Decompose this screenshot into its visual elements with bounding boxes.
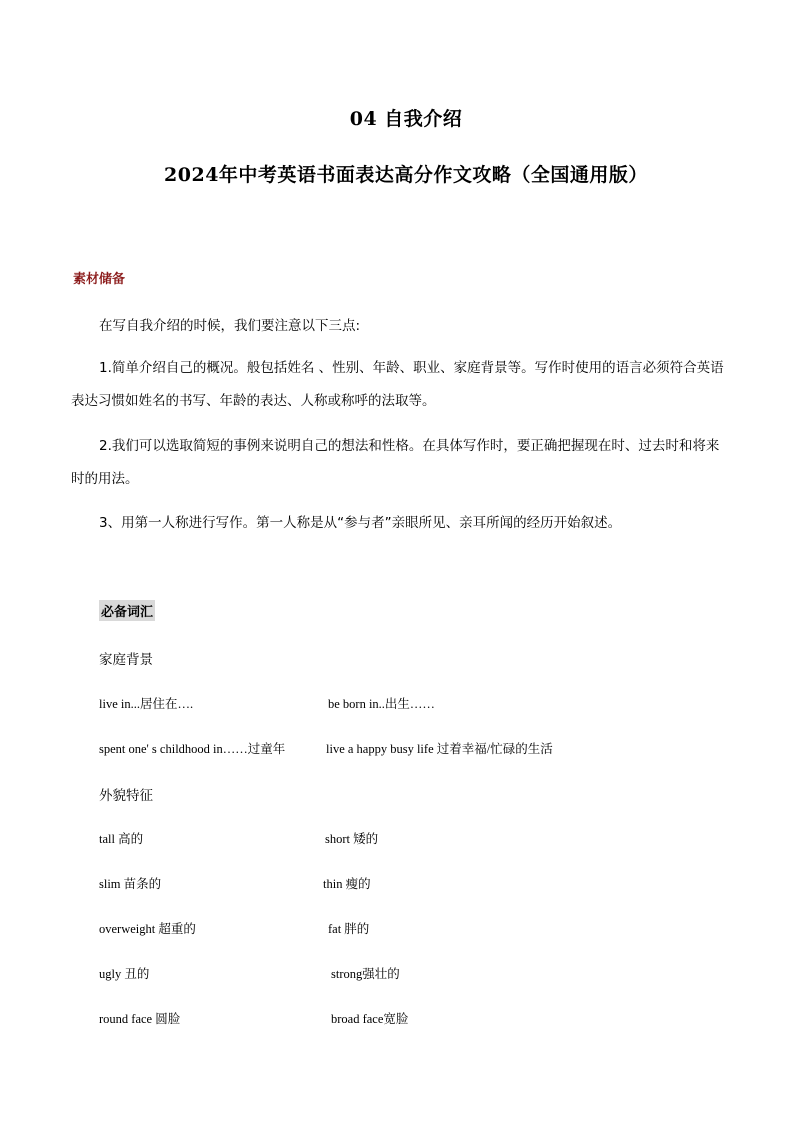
vocab-term: tall 高的 (99, 832, 144, 846)
intro-point-1: 1.简单介绍自己的概况。般包括姓名 、性别、年龄、职业、家庭背景等。写作时使用的语言必须符合英语表达习惯如姓名的书写、年龄的表达、人称或称呼的法取等。 (71, 360, 724, 409)
appearance-heading: 外貌特征 (99, 788, 153, 804)
vocab-term: thin 瘦的 (323, 877, 371, 891)
vocab-term: be born in..出生…… (328, 697, 435, 711)
family-heading: 家庭背景 (99, 652, 153, 668)
vocab-term: broad face宽脸 (331, 1012, 409, 1026)
vocab-row (0, 739, 794, 761)
title-line-1: 04 自我介绍 (349, 108, 463, 130)
vocab-row (0, 1009, 794, 1031)
vocab-term: live in...居住在…. (99, 697, 194, 711)
section-label: 素材储备 (73, 272, 126, 287)
intro-point-3: 3、用第一人称进行写作。第一人称是从“参与者”亲眼所见、亲耳所闻的经历开始叙述。 (99, 515, 622, 531)
title-line-2: 2024年中考英语书面表达高分作文攻略（全国通用版） (164, 164, 648, 186)
vocab-row (0, 964, 794, 986)
vocab-term: fat 胖的 (328, 922, 370, 936)
vocab-term: spent one' s childhood in……过童年 (99, 742, 286, 756)
vocab-row (0, 874, 794, 896)
vocab-row (0, 829, 794, 851)
vocab-term: slim 苗条的 (99, 877, 162, 891)
vocab-term: short 矮的 (325, 832, 379, 846)
vocab-label: 必备词汇 (99, 600, 155, 621)
vocab-row (0, 919, 794, 941)
vocab-term: live a happy busy life 过着幸福/忙碌的生活 (326, 742, 553, 756)
vocab-term: round face 圆脸 (99, 1012, 181, 1026)
intro-point-2: 2.我们可以选取简短的事例来说明自己的想法和性格。在具体写作时，要正确把握现在时、过去时和将来时的用法。 (71, 438, 720, 487)
vocab-term: ugly 丑的 (99, 967, 150, 981)
vocab-term: strong强壮的 (331, 967, 400, 981)
intro-lead: 在写自我介绍的时候，我们要注意以下三点: (99, 318, 361, 334)
vocab-term: overweight 超重的 (99, 922, 196, 936)
vocab-row (0, 694, 794, 716)
